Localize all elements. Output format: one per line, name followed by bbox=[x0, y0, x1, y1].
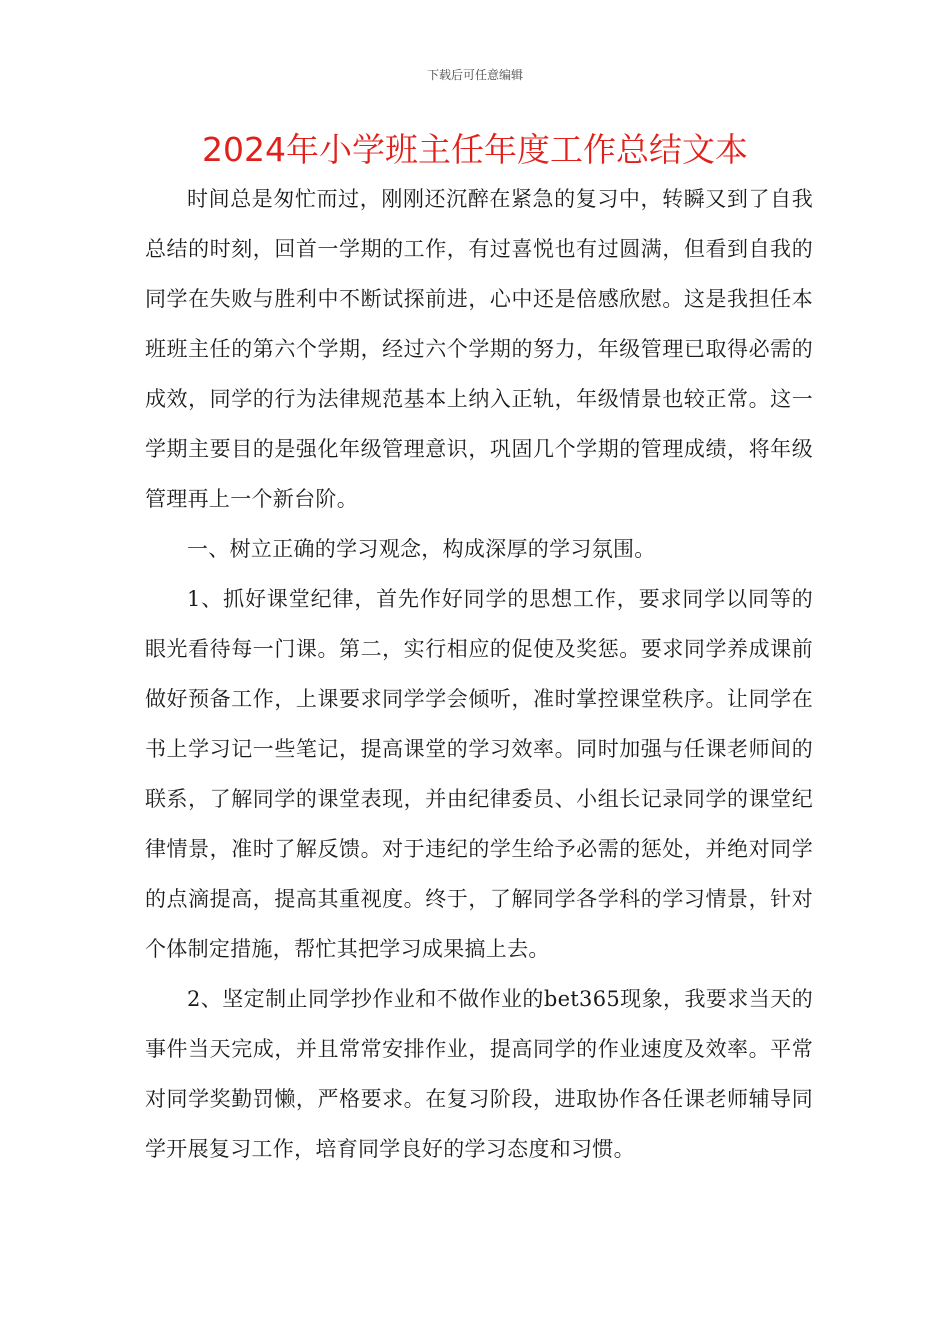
document-title: 2024年小学班主任年度工作总结文本 bbox=[202, 130, 748, 169]
paragraph-section-heading: 一、树立正确的学习观念，构成深厚的学习氛围。 bbox=[187, 537, 656, 561]
paragraph-intro: 时间总是匆忙而过，刚刚还沉醉在紧急的复习中，转瞬又到了自我总结的时刻，回首一学期的工作，有过喜悦也有过圆满，但看到自我的同学在失败与胜利中不断试探前进，心中还是倍感欣慰。这是我担任本班班主任的第六个学期，经过六个学期的努力，年级管理已取得必需的成效，同学的行为法律规范基本上纳入正轨，年级情景也较正常。这一学期主要目的是强化年级管理意识，巩固几个学期的管理成绩，将年级管理再上一个新台阶。 bbox=[145, 187, 813, 511]
paragraph-item-2: 2、坚定制止同学抄作业和不做作业的bet365现象，我要求当天的事件当天完成，并且常常安排作业，提高同学的作业速度及效率。平常对同学奖勤罚懒，严格要求。在复习阶段，进取协作各任课老师辅导同学开展复习工作，培育同学良好的学习态度和习惯。 bbox=[145, 987, 813, 1161]
header-note: 下载后可任意编辑 bbox=[426, 68, 523, 82]
document-body bbox=[145, 174, 813, 1174]
paragraph-item-1: 1、抓好课堂纪律，首先作好同学的思想工作，要求同学以同等的眼光看待每一门课。第二，实行相应的促使及奖惩。要求同学养成课前做好预备工作，上课要求同学学会倾听，准时掌控课堂秩序。让同学在书上学习记一些笔记，提高课堂的学习效率。同时加强与任课老师间的联系，了解同学的课堂表现，并由纪律委员、小组长记录同学的课堂纪律情景，准时了解反馈。对于违纪的学生给予必需的惩处，并绝对同学的点滴提高，提高其重视度。终于，了解同学各学科的学习情景，针对个体制定措施，帮忙其把学习成果搞上去。 bbox=[145, 587, 813, 961]
